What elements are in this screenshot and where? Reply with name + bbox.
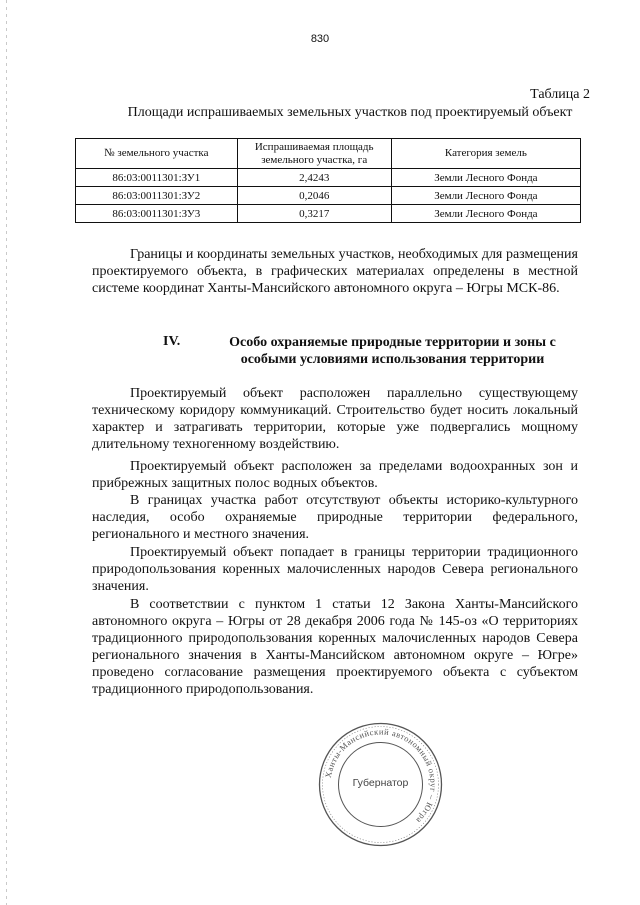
- section-number: IV.: [163, 334, 181, 349]
- header-land-category: Категория земель: [391, 139, 580, 169]
- stamp-ring-text: Ханты-Мансийский автономный округ – Югра: [322, 726, 439, 826]
- land-parcels-table: [75, 138, 581, 223]
- cell-area: 2,4243: [237, 169, 391, 187]
- table-row: [76, 169, 581, 187]
- body-paragraph: Проектируемый объект расположен за пределами водоохранных зон и прибрежных защитных полос водных объектов.: [92, 459, 578, 491]
- cell-category: Земли Лесного Фонда: [391, 187, 580, 205]
- cell-area: 0,3217: [237, 205, 391, 223]
- table-caption: Площади испрашиваемых земельных участков под проектируемый объект: [127, 105, 573, 120]
- body-paragraph: В соответствии с пунктом 1 статьи 12 Закона Ханты-Мансийского автономного округа – Югры от 28 декабря 2006 года № 145-оз «О территориях традиционного природопользования коренных малочисленных народов Севера регионального значения в Ханты-Мансийском автономном округе – Югре» проведено согласование размещения проектируемого объекта с субъектом традиционного природопользования.: [92, 597, 578, 697]
- cell-category: Земли Лесного Фонда: [391, 205, 580, 223]
- cell-parcel: 86:03:0011301:ЗУ3: [76, 205, 238, 223]
- table-row: [76, 187, 581, 205]
- body-paragraph: Проектируемый объект попадает в границы территории традиционного природопользования коренных малочисленных народов Севера регионального значения.: [92, 545, 578, 594]
- cell-area: 0,2046: [237, 187, 391, 205]
- header-area: Испрашиваемая площадь земельного участка, га: [237, 139, 391, 169]
- scan-edge-line: [6, 0, 7, 905]
- cell-category: Земли Лесного Фонда: [391, 169, 580, 187]
- stamp-center-text: Губернатор: [352, 777, 409, 789]
- table-row: [76, 205, 581, 223]
- table-header-row: [76, 139, 581, 169]
- cell-parcel: 86:03:0011301:ЗУ1: [76, 169, 238, 187]
- header-parcel-number: № земельного участка: [76, 139, 238, 169]
- governor-stamp-seal: [317, 721, 444, 848]
- cell-parcel: 86:03:0011301:ЗУ2: [76, 187, 238, 205]
- body-paragraph: Проектируемый объект расположен параллельно существующему техническому коридору коммуникаций. Строительство будет носить локальный характер и затрагивать территории, которые уже подвергались мощному длительному техногенному воздействию.: [92, 386, 578, 452]
- page-number: 830: [310, 33, 330, 45]
- section-title: Особо охраняемые природные территории и зоны с особыми условиями использования территории: [229, 335, 556, 367]
- coordinates-paragraph: Границы и координаты земельных участков, необходимых для размещения проектируемого объекта, в графических материалах определены в местной системе координат Ханты-Мансийского автономного округа – Югры МСК-86.: [92, 247, 578, 296]
- body-paragraph: В границах участка работ отсутствуют объекты историко-культурного наследия, особо охраняемые природные территории федерального, регионального и местного значения.: [92, 493, 578, 542]
- table-label: Таблица 2: [530, 87, 590, 102]
